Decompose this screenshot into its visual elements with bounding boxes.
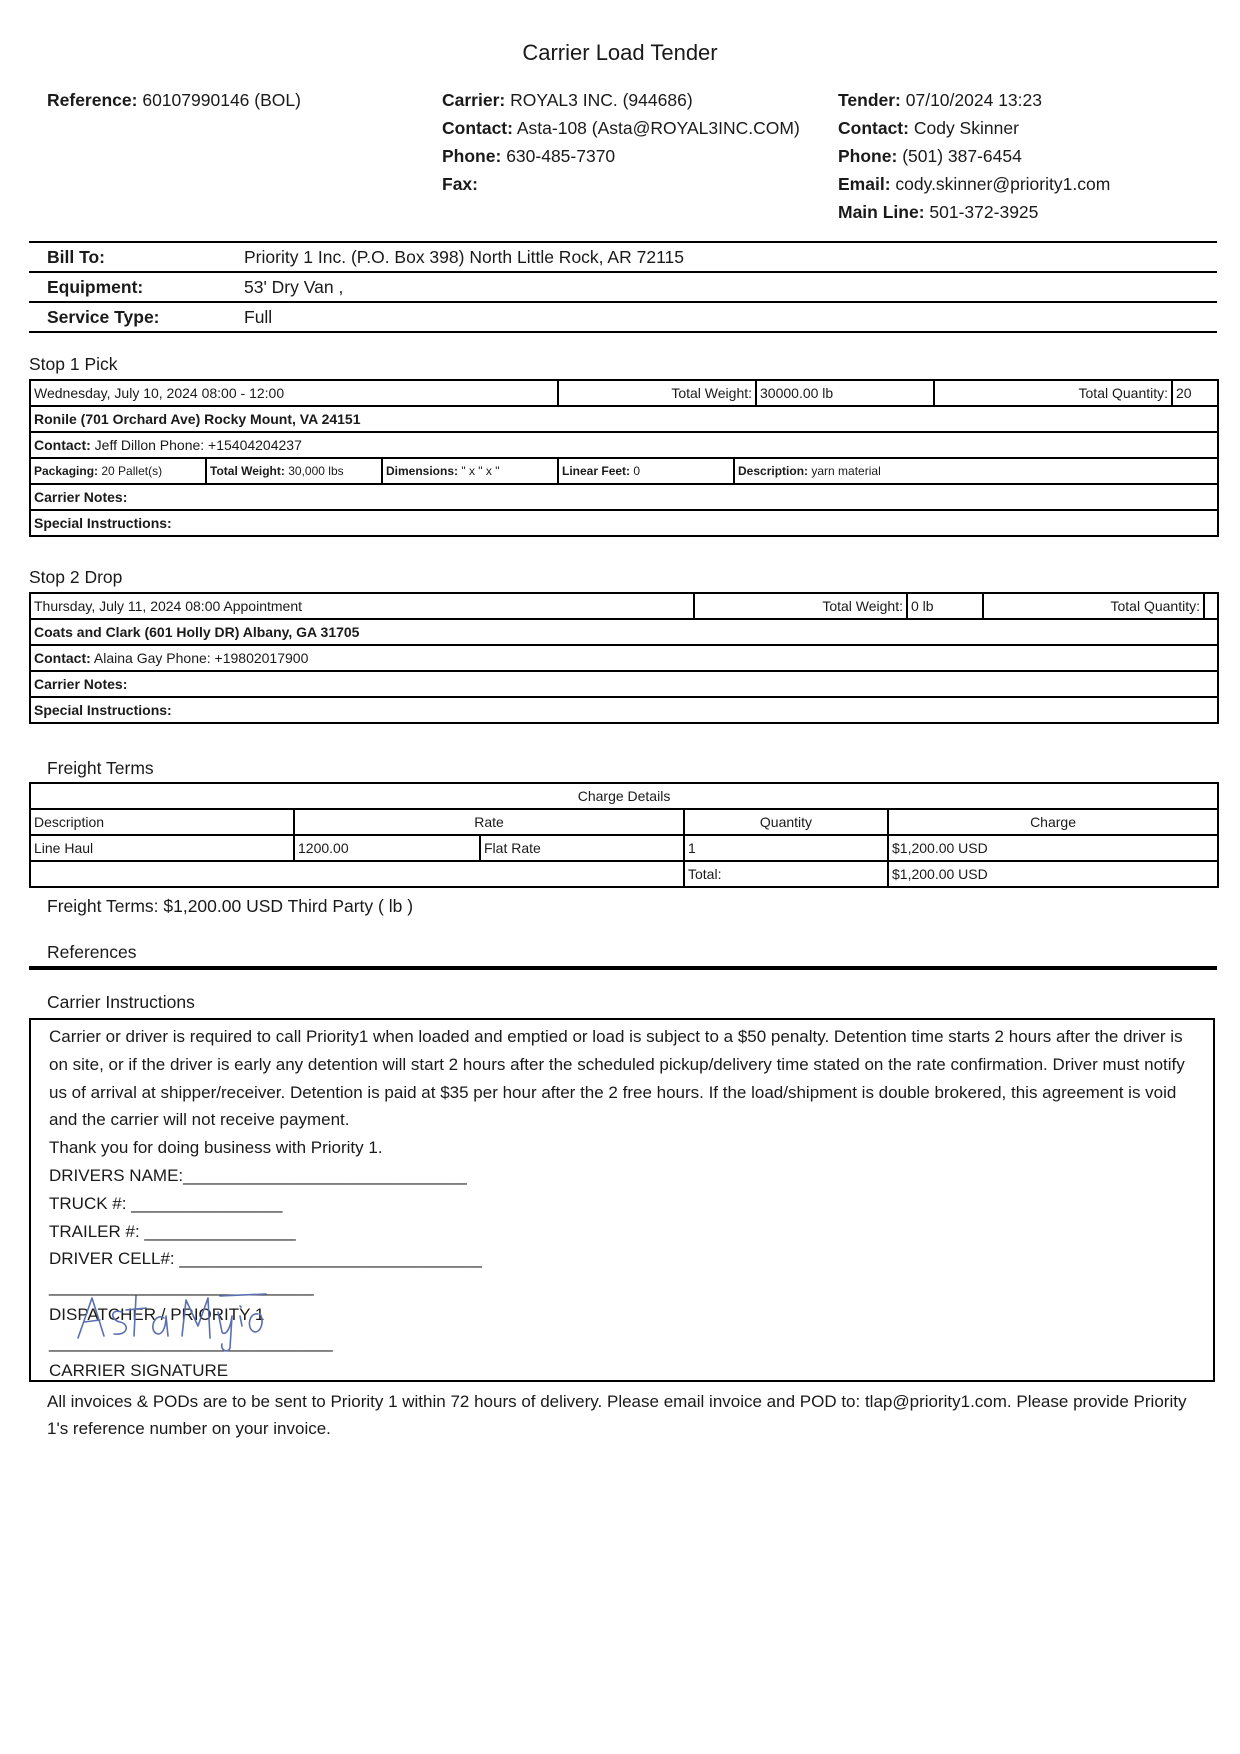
stop2-weight-label: Total Weight:	[695, 594, 907, 618]
carrier-value: ROYAL3 INC. (944686)	[510, 90, 693, 110]
equipment-value: 53' Dry Van ,	[244, 277, 344, 297]
total-value: $1,200.00 USD	[888, 861, 1218, 887]
service-type-label: Service Type:	[47, 307, 160, 327]
carrier-phone-label: Phone:	[442, 146, 502, 166]
tender-label: Tender:	[838, 90, 901, 110]
carrier-instructions-title: Carrier Instructions	[47, 992, 195, 1012]
packaging-value: 20 Pallet(s)	[101, 464, 163, 478]
footer-note: All invoices & PODs are to be sent to Priority 1 within 72 hours of delivery. Please email invoice and POD to: tlap@priority1.com. Please provide Priority 1's reference number on your invoice.	[47, 1392, 1187, 1438]
trailer-line: TRAILER #: ________________	[49, 1221, 296, 1241]
broker-email-label: Email:	[838, 174, 891, 194]
item-weight-value: 30,000 lbs	[288, 464, 344, 478]
bill-to-label: Bill To:	[47, 247, 105, 267]
equipment-label: Equipment:	[47, 277, 144, 297]
references-title: References	[47, 942, 137, 962]
page-title: Carrier Load Tender	[522, 40, 718, 65]
carrier-contact-label: Contact:	[442, 118, 513, 138]
tender-value: 07/10/2024 13:23	[905, 90, 1042, 110]
description-value: yarn material	[811, 464, 881, 478]
reference-value: 60107990146 (BOL)	[142, 90, 301, 110]
freight-terms-line: Freight Terms: $1,200.00 USD Third Party ( lb )	[47, 896, 414, 916]
stop2-weight-value: 0 lb	[907, 594, 983, 618]
bill-to-value: Priority 1 Inc. (P.O. Box 398) North Little Rock, AR 72115	[244, 247, 684, 267]
carrier-block	[442, 86, 800, 198]
col-rate: Rate	[294, 809, 684, 835]
stop1-item-row	[30, 458, 1218, 484]
broker-phone-value: (501) 387-6454	[902, 146, 1022, 166]
packaging-label: Packaging:	[34, 464, 99, 478]
broker-contact-label: Contact:	[838, 118, 909, 138]
main-line-value: 501-372-3925	[929, 202, 1039, 222]
stop2-quantity-label: Total Quantity:	[983, 594, 1204, 618]
charge-details-header: Charge Details	[30, 783, 1218, 809]
carrier-label: Carrier:	[442, 90, 506, 110]
dimensions-value: " x " x "	[461, 464, 500, 478]
col-quantity: Quantity	[684, 809, 888, 835]
line-description: Line Haul	[30, 835, 294, 861]
stop1-date: Wednesday, July 10, 2024 08:00 - 12:00	[30, 380, 558, 406]
stop2-carrier-notes-label: Carrier Notes:	[34, 676, 128, 692]
dimensions-label: Dimensions:	[386, 464, 459, 478]
tender-block	[838, 86, 1110, 226]
carrier-signature-label: CARRIER SIGNATURE	[49, 1360, 229, 1380]
linear-feet-value: 0	[633, 464, 641, 478]
stop1-quantity-label: Total Quantity:	[934, 381, 1172, 405]
stop1-table	[29, 379, 1219, 537]
driver-cell-line: DRIVER CELL#: ________________________________	[49, 1249, 482, 1269]
stop1-location: Ronile (701 Orchard Ave) Rocky Mount, VA 24151	[34, 411, 361, 427]
carrier-fax-label: Fax:	[442, 174, 478, 194]
references-divider	[29, 966, 1217, 970]
broker-contact-value: Cody Skinner	[913, 118, 1019, 138]
description-label: Description:	[738, 464, 809, 478]
line-rate: 1200.00	[294, 835, 480, 861]
broker-email-value: cody.skinner@priority1.com	[895, 174, 1111, 194]
stop2-date: Thursday, July 11, 2024 08:00 Appointment	[30, 593, 694, 619]
line-rate-type: Flat Rate	[480, 835, 684, 861]
thanks-line: Thank you for doing business with Priority 1.	[49, 1138, 383, 1158]
reference-label: Reference:	[47, 90, 138, 110]
table-row	[30, 835, 1218, 861]
bill-to-row	[29, 241, 1217, 271]
stop1-weight-value: 30000.00 lb	[756, 381, 934, 405]
col-description: Description	[30, 809, 294, 835]
instructions-paragraph: Carrier or driver is required to call Priority1 when loaded and emptied or load is subject to a $50 penalty. Detention time starts 2 hours after the driver is on site, or if the driver is early any detention will start 2 hours after the scheduled pickup/delivery time stated on the rate confirmation. Driver must notify us of arrival at shipper/receiver. Detention is paid at $35 per hour after the 2 free hours. If the load/shipment is double brokered, this agreement is void and the carrier will not receive payment.	[49, 1027, 1185, 1130]
carrier-signature-line: ______________________________	[49, 1332, 333, 1352]
stop2-contact-value: Alaina Gay Phone: +19802017900	[93, 650, 309, 666]
stop2-location: Coats and Clark (601 Holly DR) Albany, GA 31705	[34, 624, 360, 640]
stop2-contact-label: Contact:	[34, 650, 91, 666]
stop1-contact-label: Contact:	[34, 437, 91, 453]
stop2-title: Stop 2 Drop	[29, 567, 123, 587]
broker-phone-label: Phone:	[838, 146, 898, 166]
line-charge: $1,200.00 USD	[888, 835, 1218, 861]
stop1-weight-label: Total Weight:	[559, 381, 756, 405]
stop2-special-instructions-label: Special Instructions:	[34, 702, 172, 718]
summary-block	[29, 241, 1217, 333]
item-weight-label: Total Weight:	[210, 464, 285, 478]
stop1-quantity-value: 20	[1176, 385, 1192, 401]
reference-block	[47, 86, 301, 114]
stop1-title: Stop 1 Pick	[29, 354, 118, 374]
freight-title: Freight Terms	[47, 758, 154, 778]
stop1-date-row	[30, 380, 1218, 406]
dispatcher-signature-line: ____________________________	[49, 1277, 314, 1297]
col-charge: Charge	[888, 809, 1218, 835]
stop2-quantity-value	[1204, 594, 1217, 618]
drivers-name-line: DRIVERS NAME:______________________________	[49, 1165, 467, 1185]
stop1-special-instructions-label: Special Instructions:	[34, 515, 172, 531]
handwritten-signature	[70, 1286, 270, 1356]
service-type-row	[29, 301, 1217, 333]
stop1-contact-value: Jeff Dillon Phone: +15404204237	[94, 437, 302, 453]
linear-feet-label: Linear Feet:	[562, 464, 631, 478]
total-label: Total:	[684, 861, 888, 887]
charge-table	[29, 782, 1219, 888]
truck-line: TRUCK #: ________________	[49, 1193, 283, 1213]
stop2-table	[29, 592, 1219, 724]
equipment-row	[29, 271, 1217, 301]
dispatcher-label: DISPATCHER / PRIORITY 1	[49, 1304, 265, 1324]
carrier-phone-value: 630-485-7370	[506, 146, 616, 166]
carrier-contact-value: Asta-108 (Asta@ROYAL3INC.COM)	[516, 118, 800, 138]
service-type-value: Full	[244, 307, 273, 327]
main-line-label: Main Line:	[838, 202, 925, 222]
line-quantity: 1	[684, 835, 888, 861]
stop1-carrier-notes-label: Carrier Notes:	[34, 489, 128, 505]
